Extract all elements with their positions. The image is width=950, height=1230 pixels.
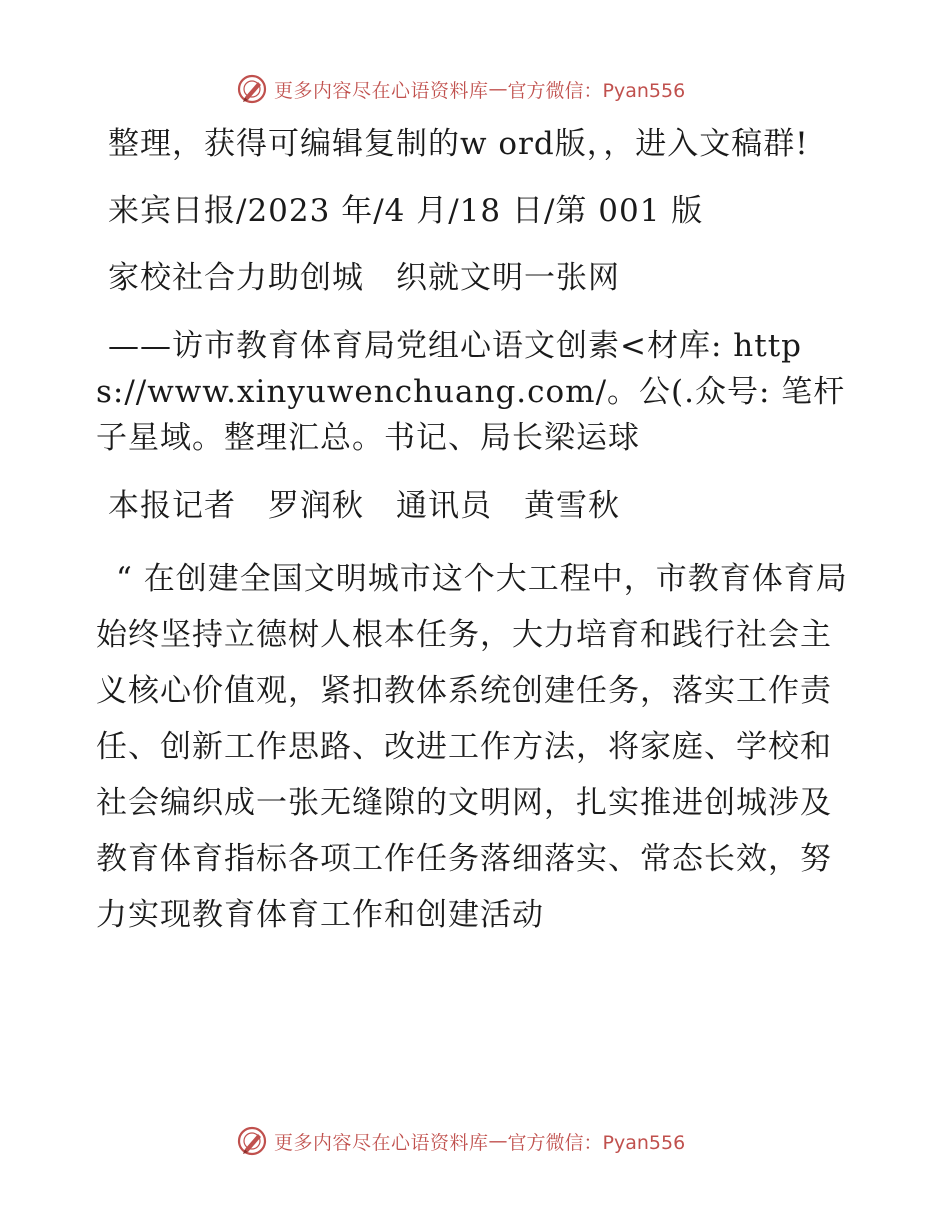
- dateline: 来宾日报/2023 年/4 月/18 日/第 001 版: [108, 193, 704, 229]
- watermark-dash: —: [488, 1130, 508, 1152]
- header-watermark: [236, 72, 685, 106]
- watermark-text: 更多内容尽在心语资料库: [274, 1131, 489, 1154]
- pen-logo-icon: [236, 1125, 268, 1157]
- byline: 本报记者 罗润秋 通讯员 黄雪秋: [108, 488, 620, 524]
- body-paragraph: “ 在创建全国文明城市这个大工程中，市教育体育局始终坚持立德树人根本任务，大力培育和践行社会主义核心价值观，紧扣教体系统创建任务，落实工作责任、创新工作思路、改进工作方法，将家庭、学校和社会编织成一张无缝隙的文明网，扎实推进创城涉及教育体育指标各项工作任务落细落实、常态长效，努力实现教育体育工作和创建活动: [96, 561, 848, 933]
- watermark-text: 更多内容尽在心语资料库: [274, 79, 489, 102]
- footer-watermark: [236, 1124, 685, 1158]
- intro-paragraph: 整理，获得可编辑复制的w ord版，，进入文稿群!: [108, 126, 809, 162]
- watermark-contact: 官方微信：Pyan556: [507, 1131, 686, 1154]
- pen-logo-icon: [236, 73, 268, 105]
- subheadline: ——访市教育体育局党组心语文创素<材库: https://www.xinyuwenchuang.com/。公(.众号: 笔杆子星域。整理汇总。书记、局长梁运球: [96, 328, 846, 456]
- headline: 家校社合力助创城 织就文明一张网: [108, 260, 620, 296]
- document-body: [96, 122, 852, 966]
- watermark-contact: 官方微信：Pyan556: [507, 79, 686, 102]
- watermark-dash: —: [488, 78, 508, 100]
